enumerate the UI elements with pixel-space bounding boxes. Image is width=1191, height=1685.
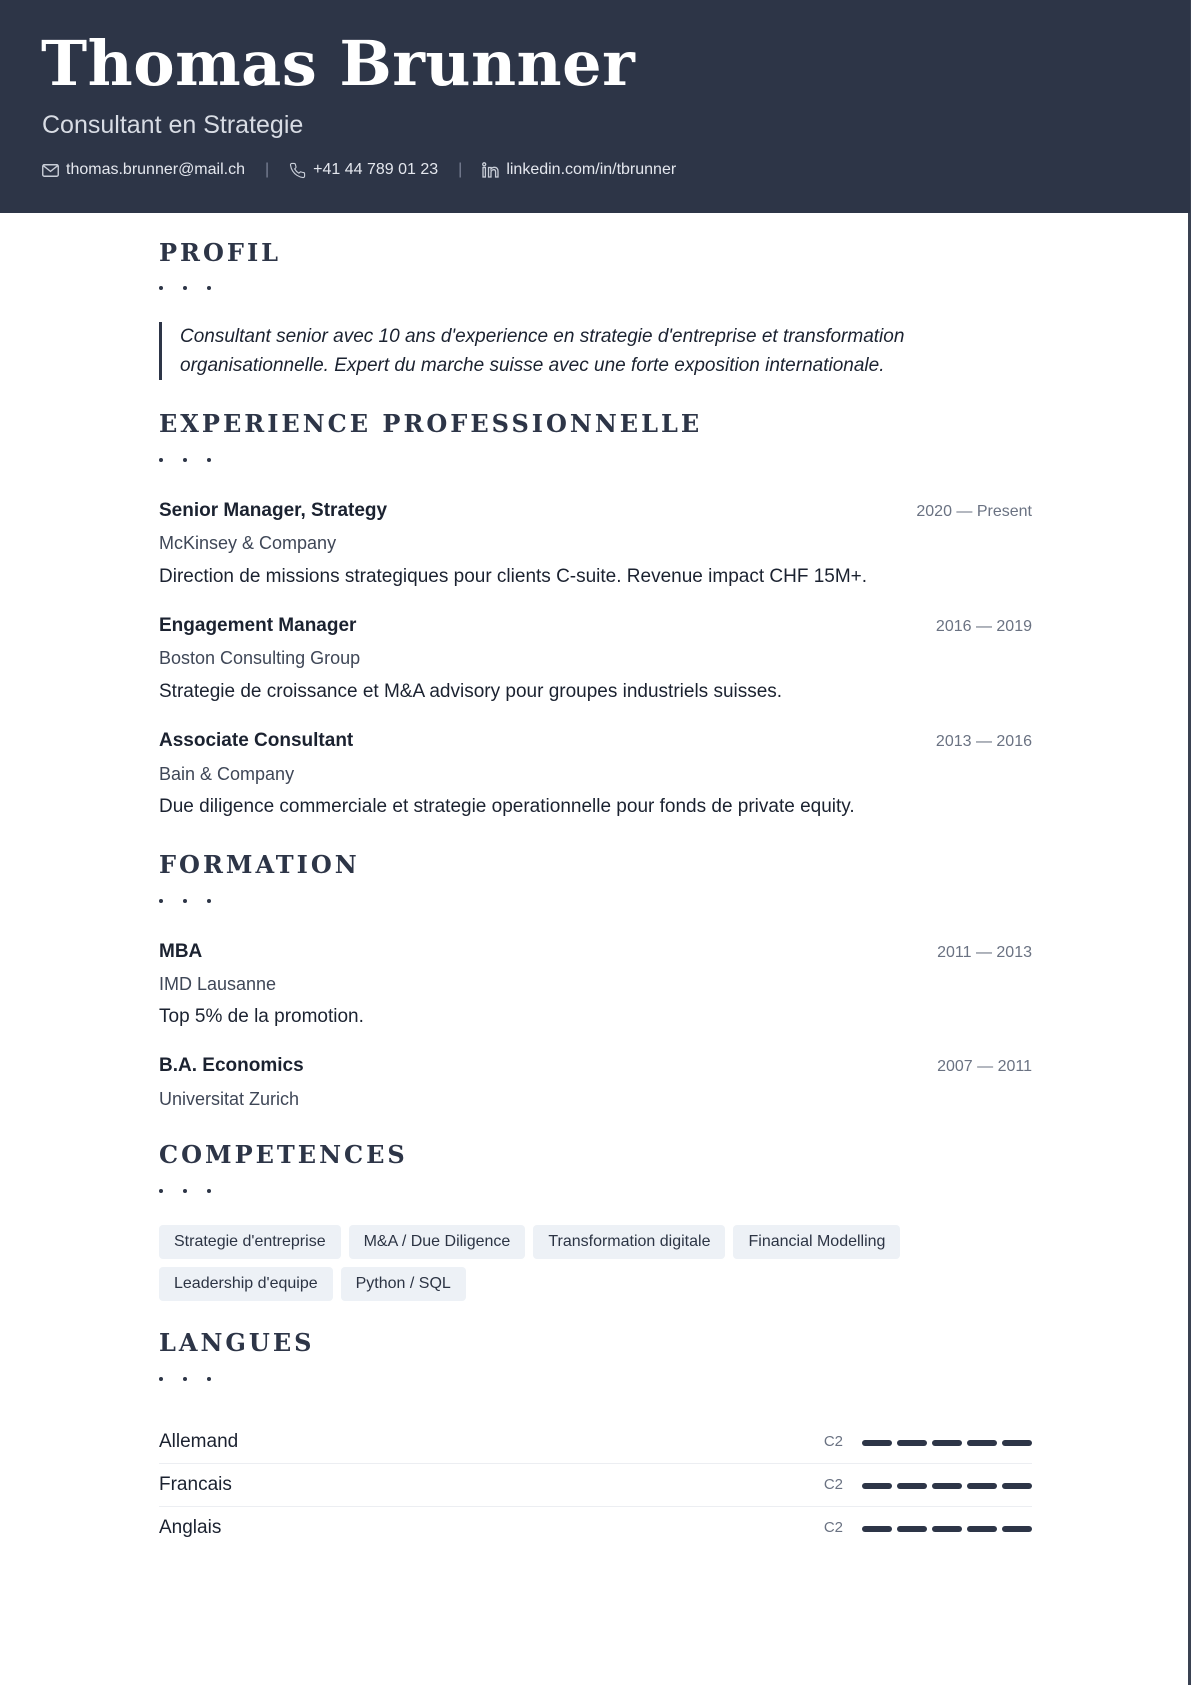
rating-segment	[967, 1440, 997, 1446]
rating-segment	[862, 1440, 892, 1446]
language-row	[159, 1464, 1032, 1507]
skill-tag: Python / SQL	[341, 1267, 466, 1301]
job-dates: 2016 — 2019	[935, 618, 1032, 635]
rating-segment	[932, 1483, 962, 1489]
phone-icon	[289, 162, 306, 179]
school-name: IMD Lausanne	[159, 974, 277, 994]
skill-tag: Strategie d'entreprise	[159, 1225, 341, 1259]
language-rating-bar	[857, 1483, 1032, 1489]
section-divider-dots	[159, 899, 231, 903]
linkedin-text: linkedin.com/in/tbrunner	[506, 161, 677, 178]
rating-segment	[897, 1526, 927, 1532]
language-rating-bar	[857, 1526, 1032, 1532]
job-description: Due diligence commerciale et strategie operationnelle pour fonds de private equity.	[159, 796, 855, 817]
job-dates: 2020 — Present	[916, 503, 1032, 520]
profile-summary: Consultant senior avec 10 ans d'experience en strategie d'entreprise et transformation organisationnelle. Expert du marche suisse avec une forte exposition internationale.	[159, 322, 1030, 380]
language-name: Francais	[159, 1474, 232, 1495]
language-level: C2	[823, 1433, 843, 1450]
degree-title: B.A. Economics	[159, 1055, 304, 1076]
phone-text: +41 44 789 01 23	[313, 161, 439, 178]
rating-segment	[1002, 1440, 1032, 1446]
linkedin-icon	[482, 162, 499, 178]
skills-tag-list	[159, 1225, 1032, 1309]
contact-phone[interactable]	[289, 161, 438, 179]
company-name: Bain & Company	[159, 764, 295, 784]
rating-segment	[862, 1526, 892, 1532]
section-divider-dots	[159, 1377, 231, 1381]
language-name: Allemand	[159, 1431, 239, 1452]
job-description: Direction de missions strategiques pour clients C-suite. Revenue impact CHF 15M+.	[159, 566, 868, 587]
rating-segment	[967, 1526, 997, 1532]
company-name: McKinsey & Company	[159, 533, 337, 553]
section-title-experience: EXPERIENCE PROFESSIONNELLE	[159, 409, 703, 438]
language-name: Anglais	[159, 1517, 222, 1538]
job-dates: 2013 — 2016	[935, 733, 1032, 750]
rating-segment	[897, 1483, 927, 1489]
rating-segment	[862, 1483, 892, 1489]
rating-segment	[932, 1526, 962, 1532]
degree-title: MBA	[159, 941, 203, 962]
rating-segment	[967, 1483, 997, 1489]
candidate-name: Thomas Brunner	[41, 27, 636, 100]
language-row	[159, 1421, 1032, 1464]
section-title-education: FORMATION	[159, 850, 360, 879]
section-title-languages: LANGUES	[159, 1328, 315, 1357]
education-dates: 2007 — 2011	[937, 1058, 1032, 1075]
job-description: Strategie de croissance et M&A advisory pour groupes industriels suisses.	[159, 681, 783, 702]
job-title: Engagement Manager	[159, 615, 357, 636]
candidate-role: Consultant en Strategie	[42, 111, 304, 139]
rating-segment	[1002, 1526, 1032, 1532]
section-divider-dots	[159, 458, 231, 462]
language-level: C2	[823, 1519, 843, 1536]
language-level: C2	[823, 1476, 843, 1493]
skill-tag: Leadership d'equipe	[159, 1267, 333, 1301]
job-title: Associate Consultant	[159, 730, 354, 751]
mail-icon	[42, 164, 59, 177]
resume-header	[0, 0, 1190, 213]
school-name: Universitat Zurich	[159, 1089, 300, 1109]
company-name: Boston Consulting Group	[159, 648, 361, 668]
contact-email[interactable]	[42, 161, 245, 179]
section-divider-dots	[159, 1189, 231, 1193]
skill-tag: M&A / Due Diligence	[349, 1225, 526, 1259]
rating-segment	[932, 1440, 962, 1446]
language-row	[159, 1507, 1032, 1549]
rating-segment	[897, 1440, 927, 1446]
contact-separator: |	[264, 161, 270, 178]
education-description: Top 5% de la promotion.	[159, 1006, 364, 1027]
email-text: thomas.brunner@mail.ch	[66, 161, 245, 178]
skill-tag: Financial Modelling	[733, 1225, 900, 1259]
job-title: Senior Manager, Strategy	[159, 500, 388, 521]
rating-segment	[1002, 1483, 1032, 1489]
section-divider-dots	[159, 286, 231, 290]
language-rating-bar	[857, 1440, 1032, 1446]
section-title-profile: PROFIL	[159, 238, 282, 267]
contact-separator: |	[458, 161, 463, 178]
skill-tag: Transformation digitale	[533, 1225, 725, 1259]
education-dates: 2011 — 2013	[937, 944, 1032, 961]
contact-linkedin[interactable]	[482, 161, 676, 179]
section-title-skills: COMPETENCES	[159, 1140, 408, 1169]
contact-bar	[42, 158, 676, 182]
